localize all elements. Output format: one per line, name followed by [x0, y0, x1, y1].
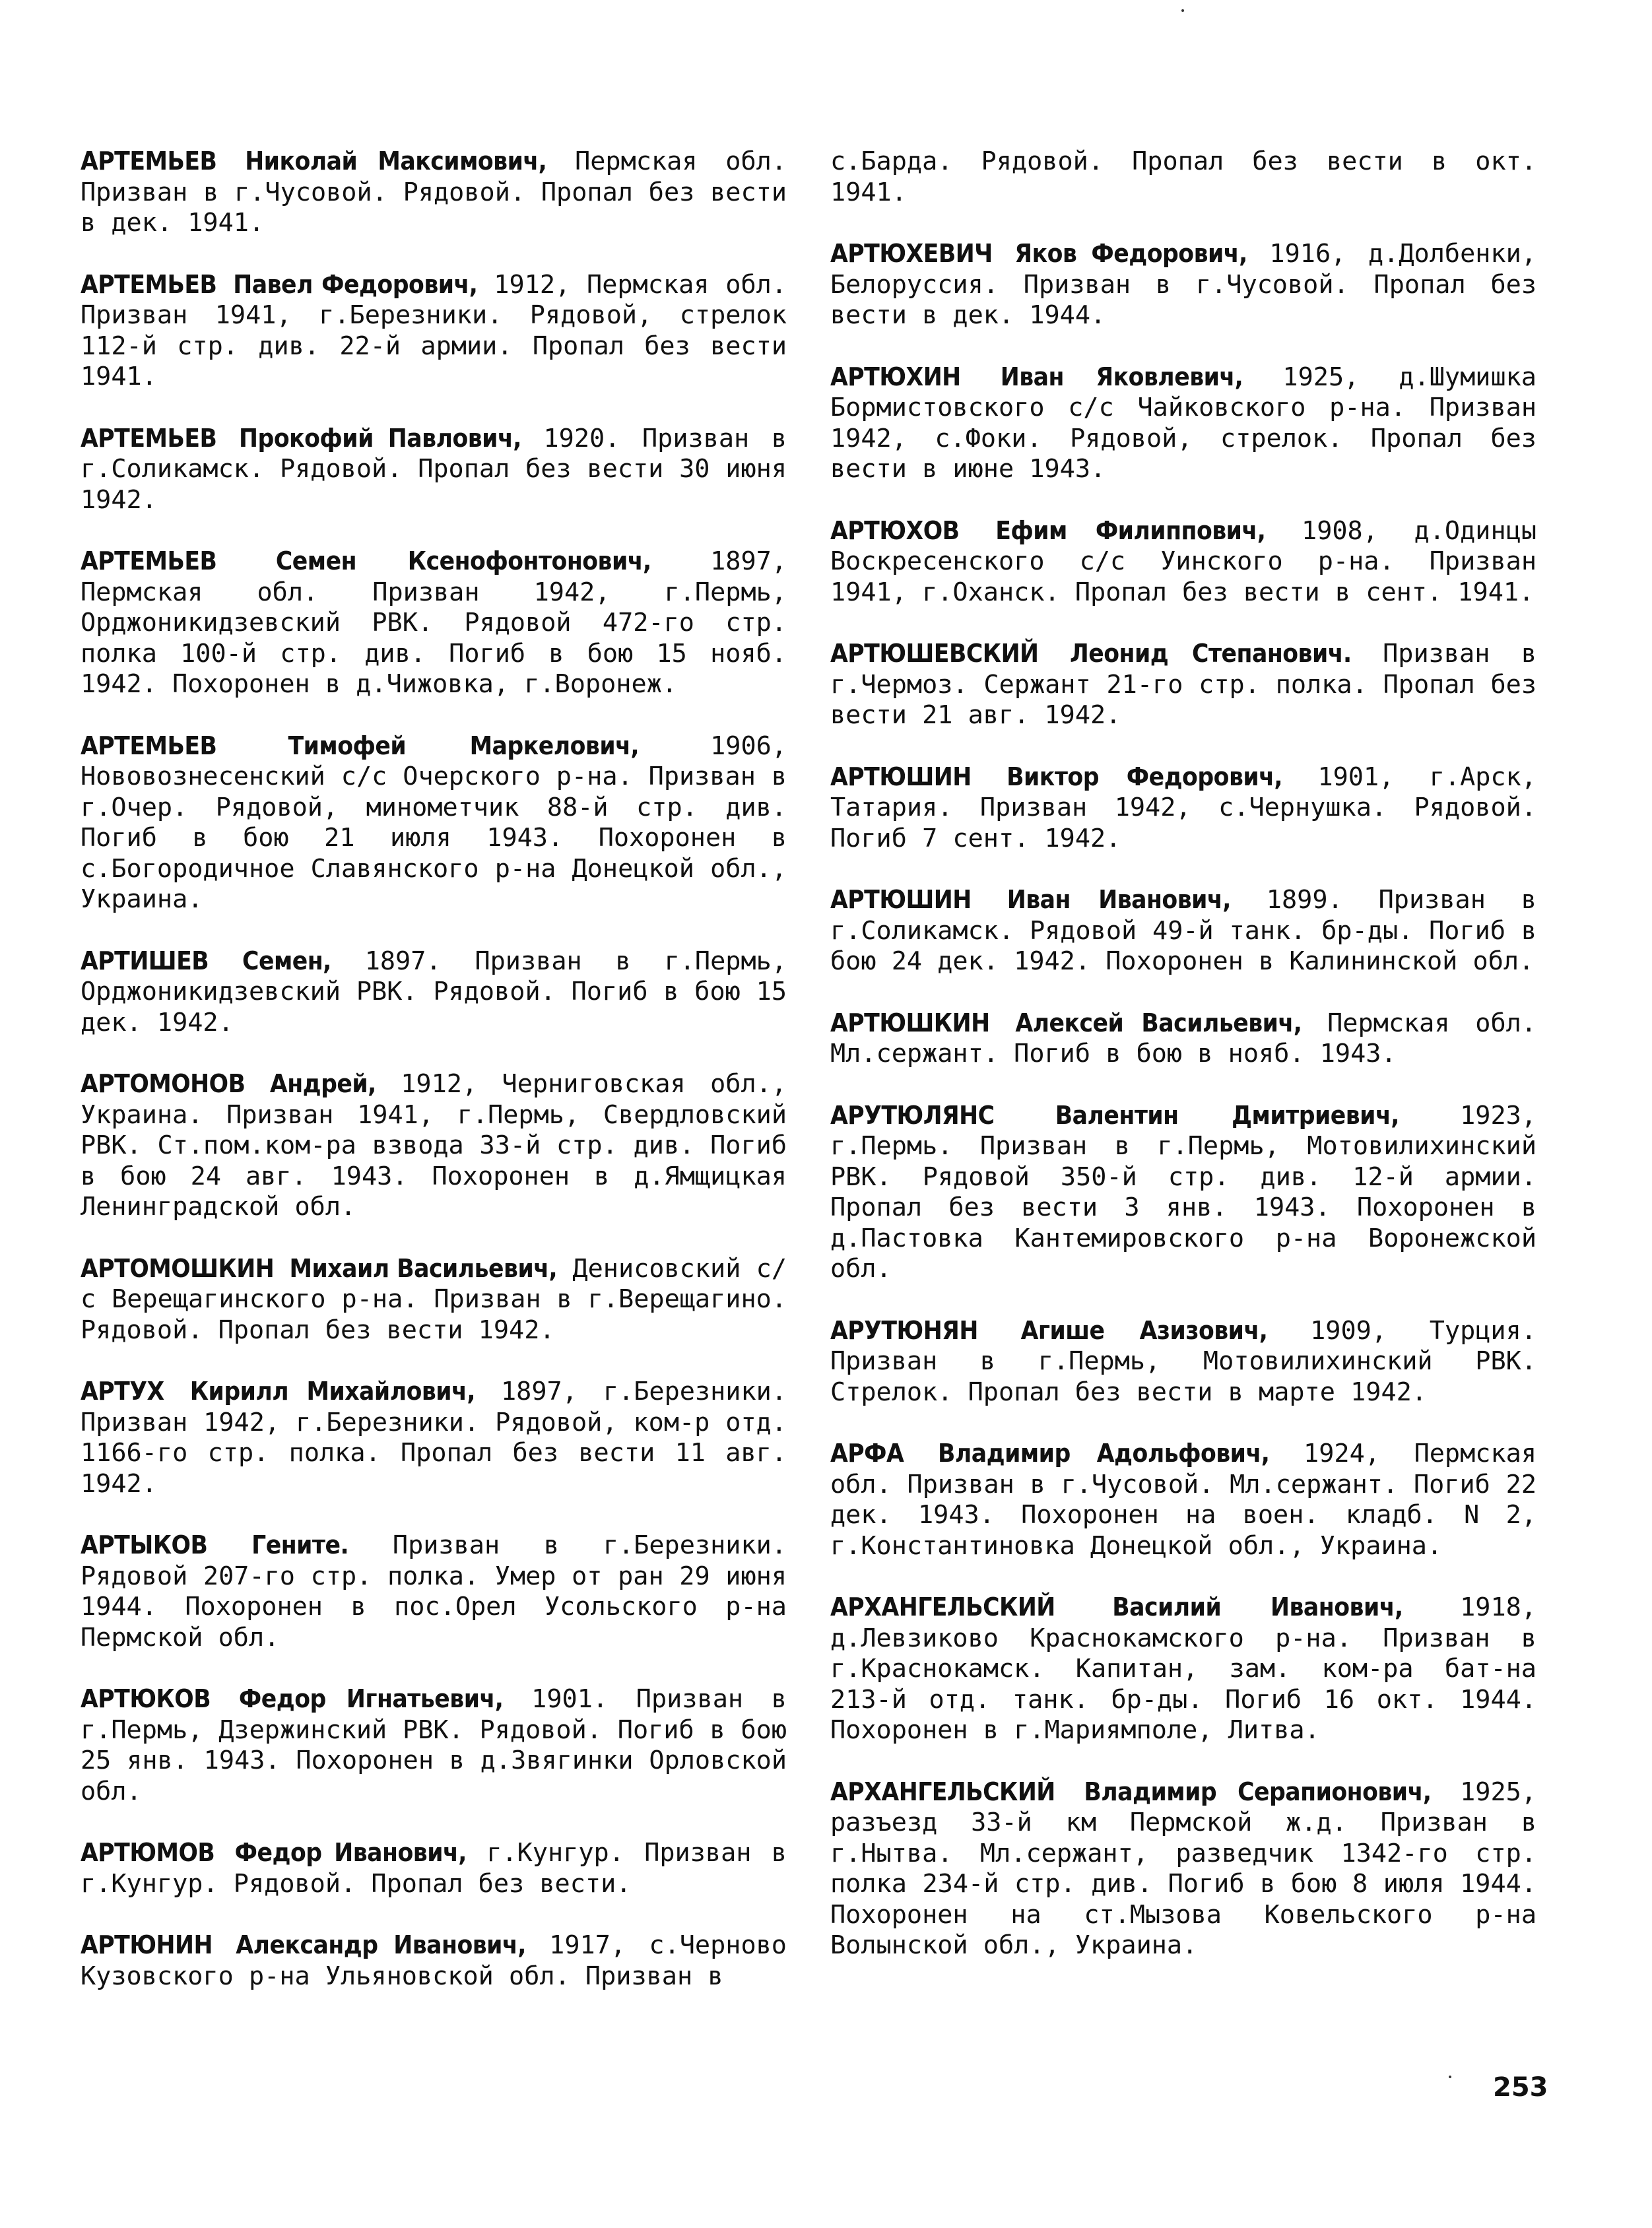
left-column — [81, 147, 787, 2023]
entry-text: Денисовский с/с Верещагинского р-на. Призван в г.Верещагино. Рядовой. Пропал без вести 1942. — [81, 1253, 787, 1345]
entry — [830, 639, 1536, 731]
entry-given-name: Алексей Васильевич, — [1015, 1008, 1302, 1038]
entry-surname: АРТЮКОВ — [81, 1684, 211, 1714]
entry-surname: АРТЕМЬЕВ — [81, 423, 217, 453]
entry-surname: АРТЮХОВ — [830, 515, 960, 546]
entry-text: 1925, разъезд 33-й км Пермской ж.д. Призван в г.Нытва. Мл.сержант, разведчик 1342-го стр. полка 234-й стр. див. Погиб в бою 8 июля 1944. Похоронен на ст.Мызова Ковельского р-на Волынской обл., Украина. — [830, 1777, 1536, 1960]
entry-given-name: Владимир Адольфович, — [937, 1439, 1270, 1468]
entry-surname: АРТЮШИН — [830, 885, 972, 915]
entry-text: 1906, Нововознесенский с/с Очерского р-на. Призван в г.Очер. Рядовой, минометчик 88-й стр. див. Погиб в бою 21 июля 1943. Похоронен в с.Богородичное Славянского р-на Донецкой обл., Украина. — [81, 731, 787, 914]
entry-surname: АРТЮШИН — [830, 762, 972, 792]
entry-surname: АРТИШЕВ — [81, 946, 209, 976]
entry-given-name: Виктор Федорович, — [1007, 762, 1283, 792]
entry — [830, 885, 1536, 977]
entry-text: 1918, д.Левзиково Краснокамского р-на. Призван в г.Краснокамск. Капитан, зам. ком-ра бат-на 213-й отд. танк. бр-ды. Погиб 16 окт. 1944. Похоронен в г.Мариямполе, Литва. — [830, 1592, 1536, 1745]
entry-text: 1897, Пермская обл. Призван 1942, г.Пермь, Орджоникидзевский РВК. Рядовой 472-го стр. полка 100-й стр. див. Погиб в бою 15 нояб. 1942. Похоронен в д.Чижовка, г.Воронеж. — [81, 546, 787, 699]
entry-text: 1912, Пермская обл. Призван 1941, г.Березники. Рядовой, стрелок 112-й стр. див. 22-й армии. Пропал без вести 1941. — [81, 269, 787, 391]
entry-text: 1897, г.Березники. Призван 1942, г.Березники. Рядовой, ком-р отд. 1166-го стр. полка. Пропал без вести 11 авг. 1942. — [81, 1377, 787, 1499]
entry-given-name: Михаил Васильевич, — [289, 1253, 558, 1284]
entry-surname: АРТЕМЬЕВ — [81, 731, 217, 761]
entry-given-name: Агише Азизович, — [1020, 1315, 1268, 1346]
entry-surname: АРТЕМЬЕВ — [81, 269, 217, 300]
entry — [830, 1316, 1536, 1408]
entry-text: 1925, д.Шумишка Бормистовского с/с Чайковского р-на. Призван 1942, с.Фоки. Рядовой, стрелок. Пропал без вести в июне 1943. — [830, 362, 1536, 484]
entry-text: 1901. Призван в г.Пермь, Дзержинский РВК. Рядовой. Погиб в бою 25 янв. 1943. Похоронен в д.Звягинки Орловской обл. — [81, 1684, 787, 1806]
entry — [81, 946, 787, 1039]
entry-text: 1916, д.Долбенки, Белоруссия. Призван в г.Чусовой. Пропал без вести в дек. 1944. — [830, 239, 1536, 330]
entry-given-name: Александр Иванович, — [236, 1930, 526, 1960]
entry-surname: АРТЮХЕВИЧ — [830, 239, 993, 269]
entry-surname: АРХАНГЕЛЬСКИЙ — [830, 1777, 1055, 1807]
entry-given-name: Павел Федорович, — [233, 269, 478, 300]
entry — [830, 1777, 1536, 1961]
entry-given-name: Гените. — [251, 1530, 349, 1560]
entry-text: Пермская обл. Мл.сержант. Погиб в бою в нояб. 1943. — [830, 1008, 1536, 1068]
entry-surname: АРФА — [830, 1439, 904, 1468]
scan-speck — [1181, 9, 1184, 12]
entry-text: 1923, г.Пермь. Призван в г.Пермь, Мотовилихинский РВК. Рядовой 350-й стр. див. 12-й армии. Пропал без вести 3 янв. 1943. Похоронен в д.Пастовка Кантемировского р-на Воронежской обл. — [830, 1100, 1536, 1284]
right-column — [830, 147, 1536, 1992]
entry-surname: АРТЕМЬЕВ — [81, 147, 217, 176]
page-number: 253 — [1493, 2072, 1548, 2103]
entry-surname: АРТЮШЕВСКИЙ — [830, 639, 1039, 669]
entry-given-name: Леонид Степанович. — [1069, 639, 1352, 669]
entry — [830, 1592, 1536, 1746]
entry-text: 1901, г.Арск, Татария. Призван 1942, с.Чернушка. Рядовой. Погиб 7 сент. 1942. — [830, 762, 1536, 853]
entry-text: Пермская обл. Призван в г.Чусовой. Рядовой. Пропал без вести в дек. 1941. — [81, 147, 787, 238]
entry — [81, 1069, 787, 1223]
entry-surname: АРХАНГЕЛЬСКИЙ — [830, 1592, 1055, 1622]
entry — [81, 424, 787, 516]
entry-surname: АРУТЮНЯН — [830, 1315, 978, 1346]
entry — [81, 270, 787, 393]
entry-text: Призван в г.Березники. Рядовой 207-го стр. полка. Умер от ран 29 июня 1944. Похоронен в пос.Орел Усольского р-на Пермской обл. — [81, 1530, 787, 1653]
entry-text: 1908, д.Одинцы Воскресенского с/с Уинского р-на. Призван 1941, г.Оханск. Пропал без вести в сент. 1941. — [830, 515, 1536, 607]
entry-surname: АРУТЮЛЯНС — [830, 1100, 995, 1130]
entry — [81, 147, 787, 239]
entry — [830, 1008, 1536, 1070]
entry-given-name: Семен Ксенофонтонович, — [275, 546, 651, 576]
entry — [81, 546, 787, 700]
entry-surname: АРТОМОНОВ — [81, 1069, 246, 1099]
entry — [81, 1684, 787, 1807]
entry-given-name: Прокофий Павлович, — [239, 423, 521, 453]
entry-given-name: Семен, — [242, 946, 331, 976]
entry-given-name: Андрей, — [269, 1069, 376, 1099]
entry-text: 1909, Турция. Призван в г.Пермь, Мотовилихинский РВК. Стрелок. Пропал без вести в марте 1942. — [830, 1315, 1536, 1407]
entry-text: 1897. Призван в г.Пермь, Орджоникидзевский РВК. Рядовой. Погиб в бою 15 дек. 1942. — [81, 946, 787, 1037]
entry-text: г.Кунгур. Призван в г.Кунгур. Рядовой. Пропал без вести. — [81, 1838, 787, 1899]
entry — [830, 762, 1536, 855]
entry — [830, 239, 1536, 331]
entry-given-name: Тимофей Маркелович, — [288, 731, 640, 761]
entry-given-name: Василий Иванович, — [1112, 1592, 1403, 1622]
entry-given-name: Ефим Филиппович, — [995, 515, 1266, 546]
entry-text: 1920. Призван в г.Соликамск. Рядовой. Пропал без вести 30 июня 1942. — [81, 423, 787, 515]
entry-given-name: Кирилл Михайлович, — [189, 1377, 476, 1406]
entry-given-name: Федор Игнатьевич, — [238, 1684, 504, 1714]
entry-surname: АРТЕМЬЕВ — [81, 546, 217, 576]
entry — [830, 516, 1536, 608]
entry-given-name: Федор Иванович, — [234, 1838, 467, 1868]
entry — [81, 1838, 787, 1899]
entry-given-name: Иван Иванович, — [1007, 885, 1231, 915]
entry-surname: АРТЮМОВ — [81, 1838, 215, 1868]
entry — [81, 1254, 787, 1346]
entry-text: 1917, с.Черново Кузовского р-на Ульяновской обл. Призван в — [81, 1930, 787, 1991]
entry — [81, 1930, 787, 1992]
entry-given-name: Яков Федорович, — [1014, 239, 1247, 269]
entry-continuation: с.Барда. Рядовой. Пропал без вести в окт. 1941. — [830, 147, 1536, 207]
entry — [81, 1530, 787, 1653]
entry-surname: АРТОМОШКИН — [81, 1253, 275, 1284]
entry-given-name: Николай Максимович, — [245, 147, 547, 176]
entry-surname: АРТЮНИН — [81, 1930, 213, 1960]
entry — [830, 362, 1536, 485]
entry-surname: АРТЫКОВ — [81, 1530, 208, 1560]
entry-given-name: Иван Яковлевич, — [1000, 362, 1243, 392]
entry-text: 1899. Призван в г.Соликамск. Рядовой 49-й танк. бр-ды. Погиб в бою 24 дек. 1942. Похоронен в Калининской обл. — [830, 885, 1536, 976]
entry — [81, 1377, 787, 1499]
entry-text: Призван в г.Чермоз. Сержант 21-го стр. полка. Пропал без вести 21 авг. 1942. — [830, 639, 1536, 730]
entry — [830, 1101, 1536, 1285]
entry-text: 1924, Пермская обл. Призван в г.Чусовой. Мл.сержант. Погиб 22 дек. 1943. Похоронен на воен. кладб. N 2, г.Константиновка Донецкой обл., Украина. — [830, 1439, 1536, 1561]
entry — [81, 731, 787, 915]
entry-given-name: Владимир Серапионович, — [1084, 1777, 1432, 1807]
entry-text: 1912, Черниговская обл., Украина. Призван 1941, г.Пермь, Свердловский РВК. Ст.пом.ком-ра взвода 33-й стр. див. Погиб в бою 24 авг. 1943. Похоронен в д.Ямщицкая Ленинградской обл. — [81, 1069, 787, 1222]
entry — [830, 1439, 1536, 1561]
entry-given-name: Валентин Дмитриевич, — [1055, 1100, 1399, 1130]
scan-speck — [1449, 2076, 1451, 2078]
entry-surname: АРТЮШКИН — [830, 1008, 990, 1038]
entry-surname: АРТЮХИН — [830, 362, 961, 392]
entry-surname: АРТУХ — [81, 1377, 164, 1406]
